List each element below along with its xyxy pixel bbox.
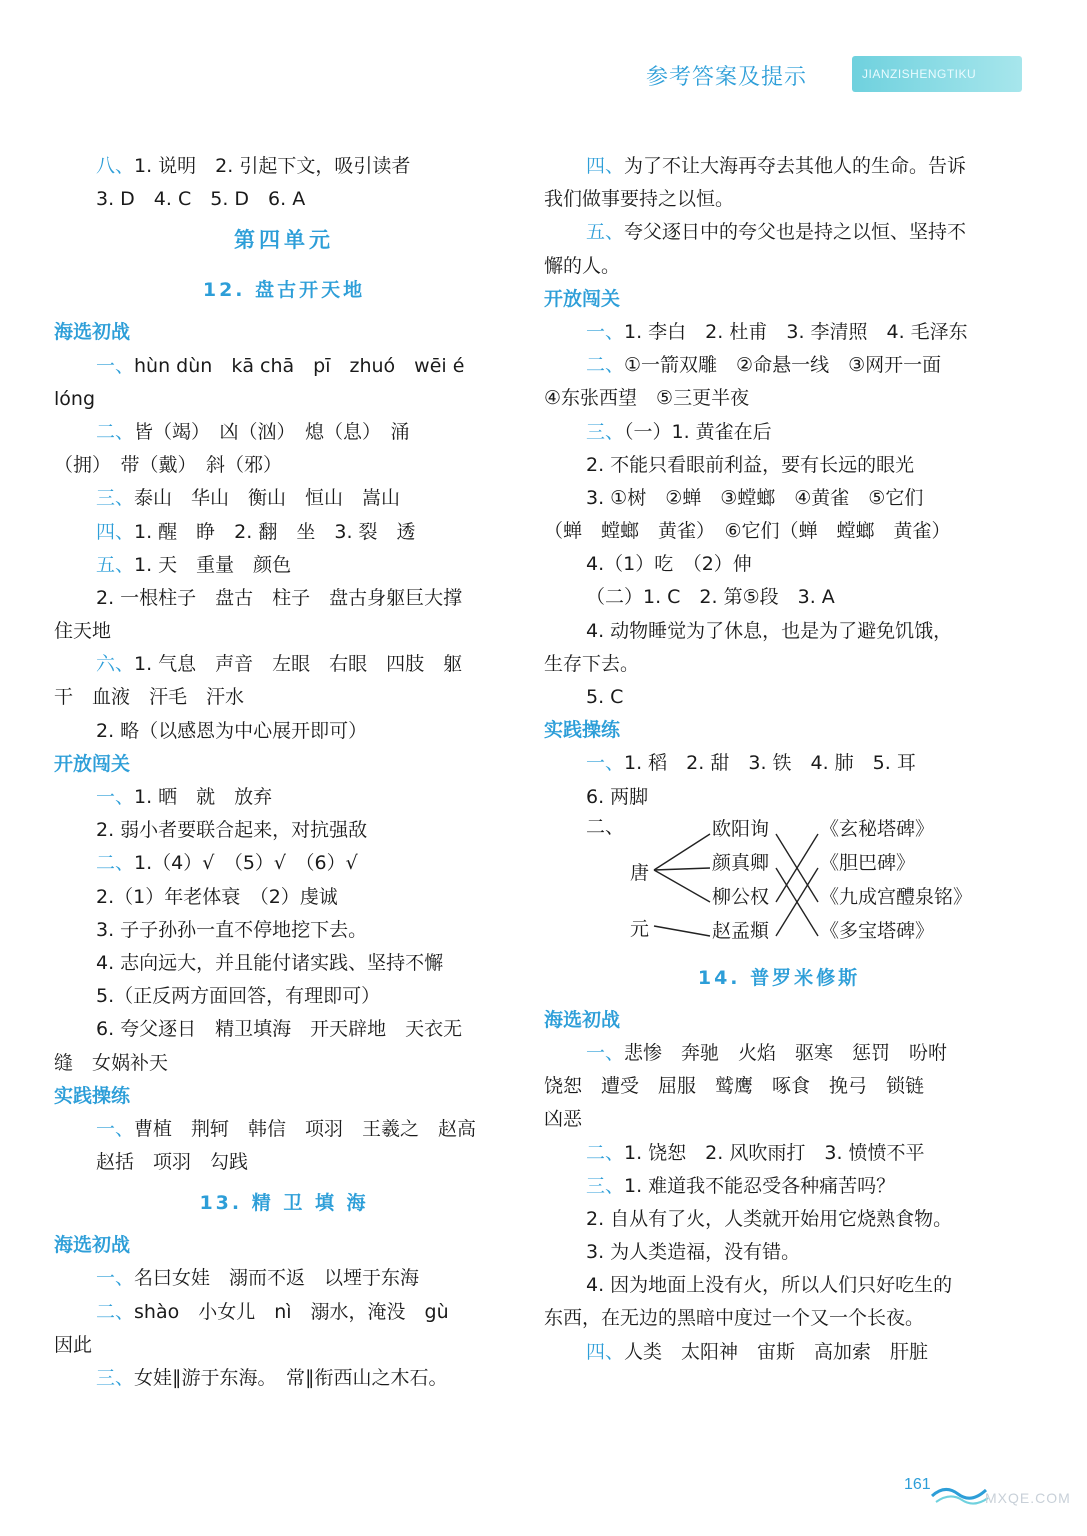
- answer-line: [544, 316, 1014, 349]
- answer-text: 干 血液 汗毛 汗水: [54, 686, 245, 709]
- answer-line: [544, 150, 1014, 183]
- answer-line: [544, 482, 1014, 515]
- answer-line: [544, 1103, 1014, 1136]
- answer-line: [54, 150, 514, 183]
- section-heading: 实践操练: [544, 719, 621, 742]
- answer-line: [544, 615, 1014, 648]
- answer-text: 赵括 项羽 勾践: [96, 1151, 249, 1174]
- link-tang-2: [654, 870, 710, 902]
- answer-text: 3. 子子孙孙一直不停地挖下去。: [96, 918, 368, 941]
- section-heading: 实践操练: [54, 1084, 131, 1107]
- answer-line: [54, 781, 514, 814]
- answer-line: [544, 382, 1014, 415]
- answer-line: [54, 582, 514, 615]
- answer-line: [54, 980, 514, 1013]
- answer-text: 2. 不能只看眼前利益，要有长远的眼光: [586, 453, 915, 476]
- question-number: 一、: [586, 752, 625, 775]
- answer-text: 1. 说明 2. 引起下文，吸引读者: [134, 155, 411, 177]
- answer-line: [544, 515, 1014, 548]
- page-number: 161: [904, 1476, 931, 1493]
- answer-text: 夸父逐日中的夸父也是持之以恒、坚持不: [624, 221, 967, 244]
- question-number: 三、: [96, 487, 135, 510]
- link-tang-1: [654, 868, 710, 870]
- answer-line: [54, 1296, 514, 1329]
- answer-line: [544, 1037, 1014, 1070]
- answer-text: 4. 因为地面上没有火，所以人们只好吃生的: [586, 1274, 953, 1297]
- answer-text: 人类 太阳神 宙斯 高加索 肝脏: [624, 1340, 929, 1363]
- question-number: 四、: [586, 155, 625, 177]
- answer-text: 2. 自从有了火，人类就开始用它烧熟食物。: [586, 1207, 953, 1230]
- dynasty-yuan: 元: [630, 917, 650, 940]
- answer-text: 缝 女娲补天: [54, 1051, 169, 1074]
- question-number: 二、: [96, 420, 135, 443]
- right-column: [544, 150, 1014, 1369]
- answer-line: [54, 681, 514, 714]
- answer-line: [54, 1262, 514, 1295]
- answer-text: 2. 一根柱子 盘古 柱子 盘古身躯巨大撑: [96, 586, 463, 609]
- answer-text: 女娃∥游于东海。 常∥衔西山之木石。: [134, 1367, 448, 1389]
- left-column: [54, 150, 514, 1395]
- question-number: 三、: [96, 1367, 135, 1389]
- answer-line: [54, 1362, 514, 1395]
- answer-line: [544, 648, 1014, 681]
- question-number: 二、: [96, 852, 135, 875]
- answer-text: （蝉 螳螂 黄雀） ⑥它们（蝉 螳螂 黄雀）: [544, 520, 951, 543]
- question-number: 一、: [96, 786, 135, 808]
- answer-line: [54, 183, 514, 216]
- answer-line: [54, 947, 514, 980]
- answer-text: 5. C: [586, 686, 624, 708]
- answer-text: 1. 难道我不能忍受各种痛苦吗？: [624, 1174, 896, 1197]
- answer-line: [54, 1013, 514, 1046]
- header-title: 参考答案及提示: [646, 65, 808, 90]
- answer-line: [54, 383, 514, 416]
- calligrapher-0: 欧阳询: [712, 817, 770, 840]
- question-number: 一、: [96, 1117, 135, 1140]
- dynasty-tang: 唐: [630, 861, 650, 884]
- answer-text: 生存下去。: [544, 652, 640, 675]
- answer-text: 3. 为人类造福，没有错。: [586, 1241, 801, 1264]
- section-heading: 海选初战: [54, 321, 131, 344]
- answer-line: [544, 1137, 1014, 1170]
- answer-text: （拥） 带（戴） 斜（邪）: [54, 454, 283, 477]
- answer-line: [54, 1047, 514, 1080]
- answer-text: lóng: [54, 387, 96, 410]
- work-1: 《胆巴碑》: [820, 851, 916, 874]
- answer-line: [544, 581, 1014, 614]
- answer-text: 我们做事要持之以恒。: [544, 188, 735, 211]
- answer-line: [54, 1329, 514, 1362]
- answer-text: 6. 两脚: [586, 785, 649, 808]
- answer-text: 1. 李白 2. 杜甫 3. 李清照 4. 毛泽东: [624, 320, 968, 343]
- answer-line: [54, 914, 514, 947]
- answer-line: [54, 350, 514, 383]
- question-number: 一、: [96, 354, 135, 377]
- answer-line: [544, 1336, 1014, 1369]
- answer-line: [544, 416, 1014, 449]
- answer-line: [544, 681, 1014, 714]
- lesson-title: 14. 普罗米修斯: [697, 966, 861, 989]
- answer-line: [544, 747, 1014, 780]
- work-3: 《多宝塔碑》: [820, 919, 935, 942]
- calligrapher-2: 柳公权: [712, 885, 770, 908]
- answer-text: （二）1. C 2. 第⑤段 3. A: [586, 586, 835, 609]
- question-number: 一、: [586, 1041, 625, 1064]
- answer-text: 懈的人。: [544, 254, 621, 277]
- work-2: 《九成宫醴泉铭》: [820, 885, 973, 908]
- answer-line: [544, 1070, 1014, 1103]
- header-band: JIANZISHENGTIKU: [852, 56, 1022, 92]
- lesson-title: 12. 盘古开天地: [202, 279, 366, 302]
- answer-line: [544, 781, 1014, 814]
- question-number: 八、: [96, 155, 135, 177]
- answer-line: [544, 216, 1014, 249]
- answer-text: 东西，在无边的黑暗中度过一个又一个长夜。: [544, 1307, 925, 1330]
- calligrapher-1: 颜真卿: [712, 851, 770, 874]
- answer-text: 皆（竭） 凶（汹） 熄（息） 涌: [134, 420, 410, 443]
- answer-text: 凶恶: [544, 1108, 583, 1131]
- matching-diagram: [544, 814, 1014, 954]
- watermark: MXQE.COM: [985, 1490, 1071, 1506]
- answer-text: 4. 志向远大，并且能付诸实践、坚持不懈: [96, 951, 444, 974]
- answer-text: ①一箭双雕 ②命悬一线 ③网开一面: [624, 354, 942, 377]
- answer-line: [544, 250, 1014, 283]
- question-number: 五、: [586, 221, 625, 244]
- question-number: 四、: [586, 1340, 625, 1363]
- answer-text: 2. 弱小者要联合起来，对抗强敌: [96, 819, 368, 842]
- question-number: 一、: [586, 320, 625, 343]
- answer-text: 6. 夸父逐日 精卫填海 开天辟地 天衣无: [96, 1018, 463, 1041]
- answer-text: 曹植 荆轲 韩信 项羽 王羲之 赵高: [134, 1117, 477, 1140]
- answer-line: [544, 1269, 1014, 1302]
- answer-line: [54, 881, 514, 914]
- answer-line: [54, 814, 514, 847]
- answer-line: [54, 449, 514, 482]
- section-heading: 海选初战: [544, 1008, 621, 1031]
- answer-text: 1. 晒 就 放弃: [134, 786, 273, 808]
- answer-line: [54, 549, 514, 582]
- answer-text: 1.（4）√ （5）√ （6）√: [134, 852, 358, 875]
- calligrapher-3: 赵孟頫: [712, 919, 770, 942]
- question-number: 三、: [586, 1174, 625, 1197]
- answer-text: 泰山 华山 衡山 恒山 嵩山: [134, 487, 401, 510]
- answer-line: [544, 548, 1014, 581]
- question-number: 二、: [96, 1300, 135, 1323]
- unit-title: 第四单元: [234, 228, 334, 253]
- answer-line: [54, 1113, 514, 1146]
- answer-text: 4. 动物睡觉为了休息，也是为了避免饥饿，: [586, 619, 953, 642]
- answer-line: [544, 1236, 1014, 1269]
- lesson-title: 13. 精 卫 填 海: [199, 1192, 369, 1215]
- link-yuan-3: [654, 926, 710, 936]
- answer-line: [544, 1302, 1014, 1335]
- question-number: 二、: [586, 354, 625, 377]
- section-heading: 海选初战: [54, 1234, 131, 1257]
- answer-line: [544, 1203, 1014, 1236]
- answer-line: [54, 416, 514, 449]
- answer-text: 5.（正反两方面回答，有理即可）: [96, 985, 381, 1008]
- answer-text: 1. 饶恕 2. 风吹雨打 3. 愤愤不平: [624, 1141, 925, 1164]
- answer-text: 1. 醒 睁 2. 翻 坐 3. 裂 透: [134, 520, 416, 543]
- answer-text: 名曰女娃 溺而不返 以堙于东海: [134, 1267, 420, 1290]
- question-number: 二、: [586, 1141, 625, 1164]
- answer-text: 因此: [54, 1333, 93, 1356]
- answer-text: 3. ①树 ②蝉 ③螳螂 ④黄雀 ⑤它们: [586, 486, 924, 509]
- answer-line: [54, 847, 514, 880]
- answer-line: [54, 1146, 514, 1179]
- answer-text: 饶恕 遭受 屈服 鹫鹰 啄食 挽弓 锁链: [544, 1075, 925, 1098]
- answer-text: 1. 气息 声音 左眼 右眼 四肢 躯: [134, 653, 463, 676]
- answer-text: 4.（1）吃 （2）伸: [586, 553, 752, 576]
- answer-line: [54, 715, 514, 748]
- wave-icon: [930, 1466, 990, 1506]
- link-tang-0: [654, 834, 710, 870]
- answer-text: 3. D 4. C 5. D 6. A: [96, 188, 306, 211]
- answer-line: [544, 183, 1014, 216]
- question-number: 三、: [586, 420, 625, 443]
- question-number: 六、: [96, 653, 135, 676]
- answer-line: [54, 482, 514, 515]
- answer-text: 住天地: [54, 620, 112, 643]
- answer-line: [54, 615, 514, 648]
- answer-line: [544, 349, 1014, 382]
- section-heading: 开放闯关: [54, 752, 131, 775]
- answer-line: [544, 449, 1014, 482]
- answer-text: shào 小女儿 nì 溺水，淹没 gù: [134, 1300, 449, 1323]
- answer-text: hùn dùn kā chā pī zhuó wēi é: [134, 354, 465, 377]
- question-number: 四、: [96, 520, 135, 543]
- matching-label: 二、: [586, 815, 625, 838]
- answer-text: 2.（1）年老体衰 （2）虔诚: [96, 885, 338, 908]
- answer-line: [54, 516, 514, 549]
- work-0: 《玄秘塔碑》: [820, 817, 935, 840]
- answer-text: 悲惨 奔驰 火焰 驱寒 惩罚 吩咐: [624, 1041, 948, 1064]
- question-number: 一、: [96, 1267, 135, 1290]
- answer-text: 为了不让大海再夺去其他人的生命。告诉: [624, 155, 967, 177]
- question-number: 五、: [96, 553, 135, 576]
- answer-line: [544, 1170, 1014, 1203]
- answer-text: 1. 稻 2. 甜 3. 铁 4. 肺 5. 耳: [624, 752, 916, 775]
- answer-text: ④东张西望 ⑤三更半夜: [544, 387, 750, 410]
- answer-text: 2. 略（以感恩为中心展开即可）: [96, 719, 368, 742]
- answer-text: （一）1. 黄雀在后: [624, 420, 772, 443]
- answer-text: 1. 天 重量 颜色: [134, 553, 292, 576]
- answer-line: [54, 648, 514, 681]
- section-heading: 开放闯关: [544, 287, 621, 310]
